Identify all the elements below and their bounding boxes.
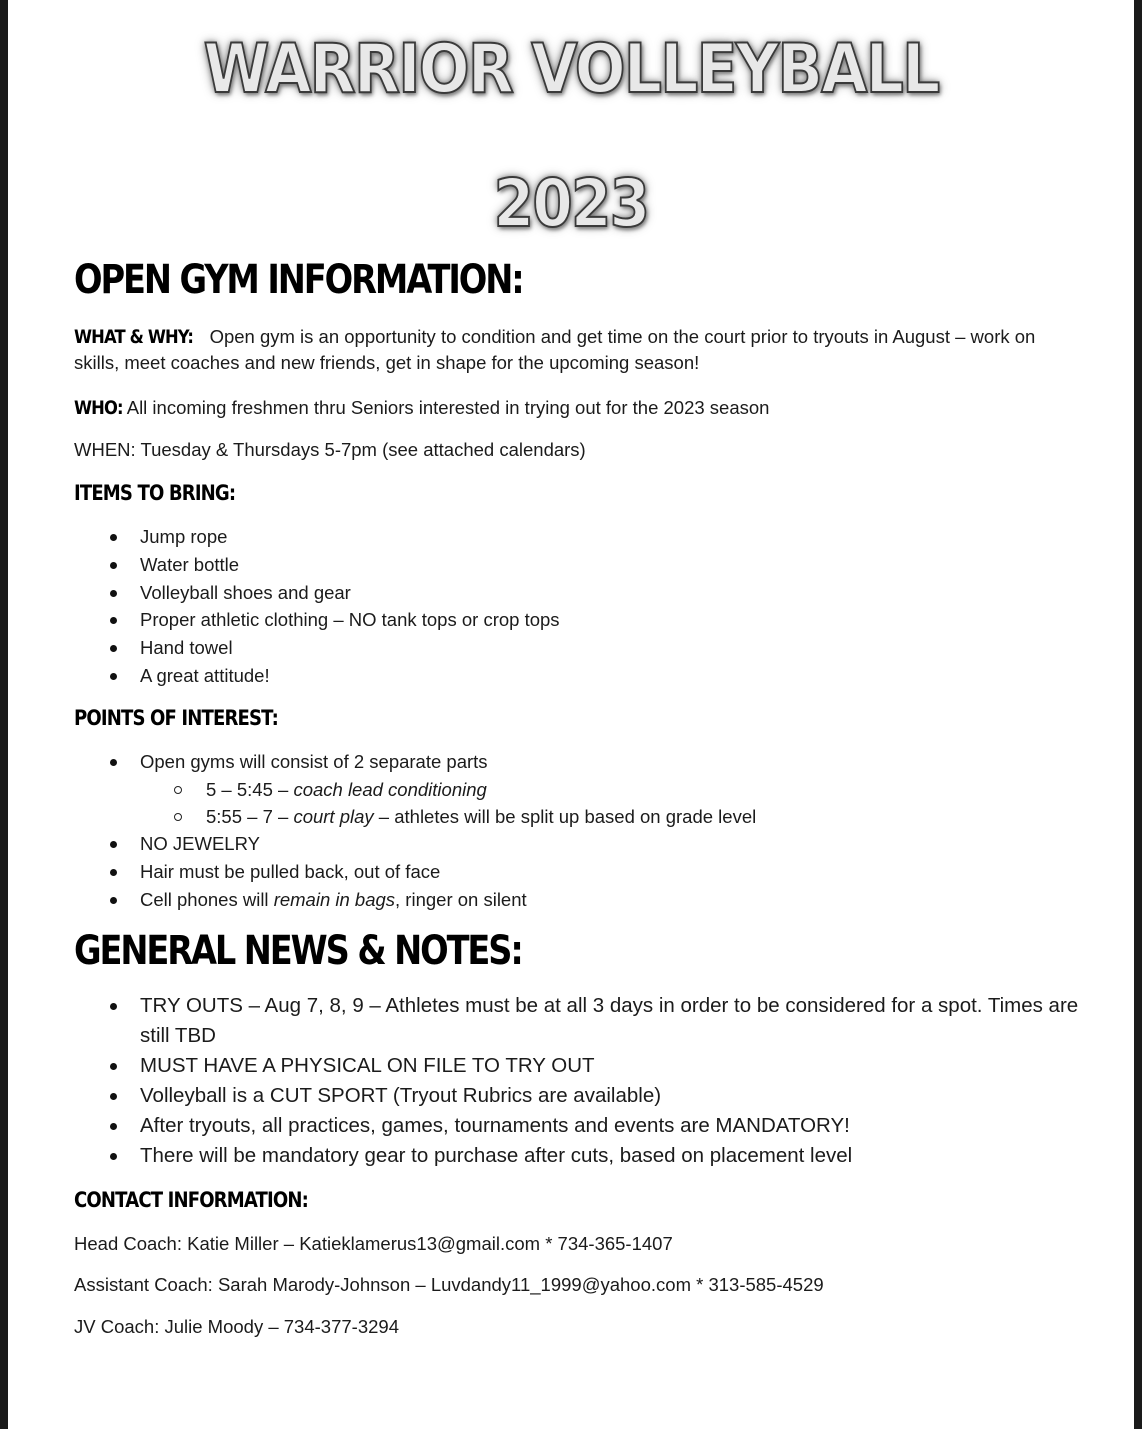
list-item: Volleyball is a CUT SPORT (Tryout Rubrics are available) xyxy=(74,1081,1084,1111)
list-item: MUST HAVE A PHYSICAL ON FILE TO TRY OUT xyxy=(74,1051,1084,1081)
what-why-text: Open gym is an opportunity to condition and get time on the court prior to tryouts in August – work on skills, meet coaches and new friends, get in shape for the upcoming season! xyxy=(74,326,1036,373)
who-text: All incoming freshmen thru Seniors interested in trying out for the 2023 season xyxy=(126,397,770,418)
part1-time: 5 – 5:45 – xyxy=(206,778,294,800)
list-item: After tryouts, all practices, games, tournaments and events are MANDATORY! xyxy=(74,1111,1084,1141)
who-paragraph xyxy=(74,395,1074,421)
list-item xyxy=(74,748,1084,830)
open-gym-heading: OPEN GYM INFORMATION: xyxy=(74,257,523,303)
list-item xyxy=(74,886,1084,914)
list-item: Hair must be pulled back, out of face xyxy=(74,858,1084,886)
items-list xyxy=(74,523,1084,690)
open-gym-parts xyxy=(140,776,1084,831)
sub-list-item xyxy=(140,776,1084,803)
list-item: Volleyball shoes and gear xyxy=(74,579,1084,607)
list-item: Jump rope xyxy=(74,523,1084,551)
list-item: Water bottle xyxy=(74,551,1084,579)
who-label: WHO: xyxy=(74,397,123,419)
part1-desc: coach lead conditioning xyxy=(293,778,487,800)
list-item: TRY OUTS – Aug 7, 8, 9 – Athletes must be at all 3 days in order to be considered for a spot. Times are still TBD xyxy=(74,991,1084,1051)
phones-text-c: , ringer on silent xyxy=(395,888,527,910)
page-year: 2023 xyxy=(493,165,649,242)
list-item: Hand towel xyxy=(74,634,1084,662)
jv-coach-line: JV Coach: Julie Moody – 734-377-3294 xyxy=(74,1316,399,1337)
phones-text-a: Cell phones will xyxy=(140,888,274,910)
list-item: There will be mandatory gear to purchase after cuts, based on placement level xyxy=(74,1141,1084,1171)
what-why-label: WHAT & WHY: xyxy=(74,326,194,348)
assistant-coach-line: Assistant Coach: Sarah Marody-Johnson – Luvdandy11_1999@yahoo.com * 313-585-4529 xyxy=(74,1274,824,1295)
when-paragraph: WHEN: Tuesday & Thursdays 5-7pm (see attached calendars) xyxy=(74,439,586,460)
open-gyms-text: Open gyms will consist of 2 separate parts xyxy=(140,751,488,772)
contact-heading: CONTACT INFORMATION: xyxy=(74,1188,308,1212)
list-item: A great attitude! xyxy=(74,662,1084,690)
points-heading: POINTS OF INTEREST: xyxy=(74,706,278,730)
list-item: NO JEWELRY xyxy=(74,830,1084,858)
news-heading: GENERAL NEWS & NOTES: xyxy=(74,928,522,974)
what-why-paragraph xyxy=(74,324,1074,376)
document-page xyxy=(8,0,1134,1429)
part2-rest: – athletes will be split up based on grade level xyxy=(373,806,757,828)
page-title: WARRIOR VOLLEYBALL xyxy=(203,30,939,109)
items-heading: ITEMS TO BRING: xyxy=(74,481,236,505)
part2-desc: court play xyxy=(293,806,374,828)
list-item: Proper athletic clothing – NO tank tops or crop tops xyxy=(74,606,1084,634)
part2-time: 5:55 – 7 – xyxy=(206,806,294,828)
news-list xyxy=(74,991,1084,1171)
sub-list-item xyxy=(140,803,1084,830)
head-coach-line: Head Coach: Katie Miller – Katieklamerus13@gmail.com * 734-365-1407 xyxy=(74,1233,673,1254)
points-list xyxy=(74,748,1084,914)
phones-text-b: remain in bags xyxy=(273,888,396,910)
